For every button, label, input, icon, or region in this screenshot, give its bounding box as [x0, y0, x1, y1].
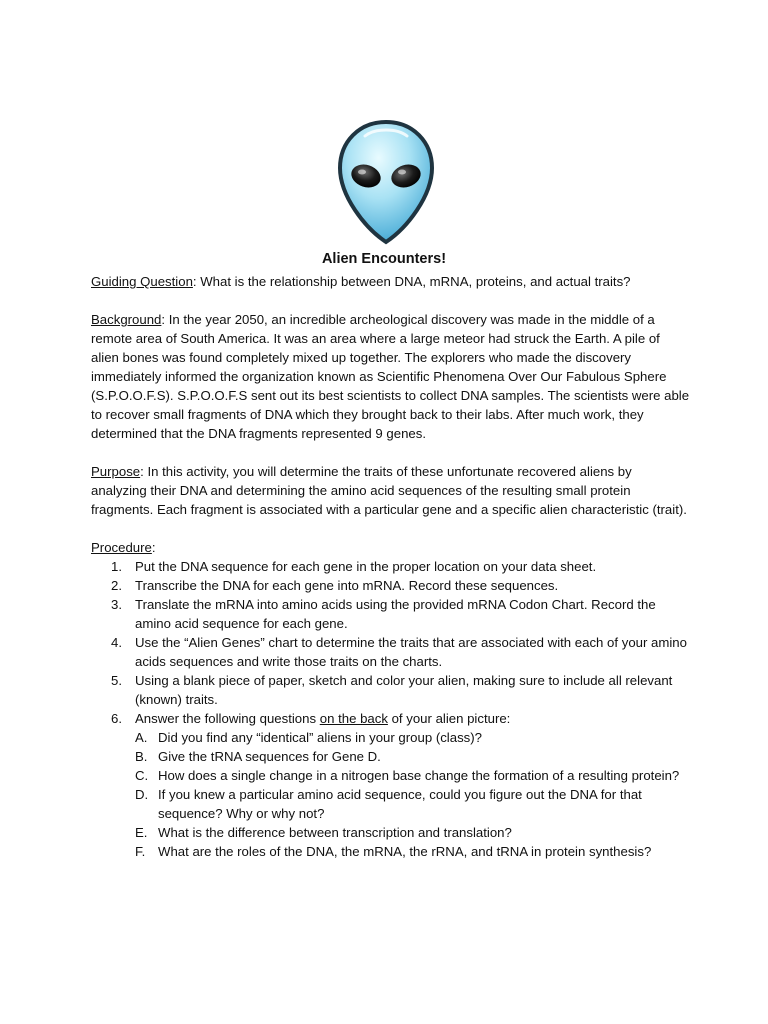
step-number: 2.: [111, 578, 122, 593]
question-text: If you knew a particular amino acid sequence, could you figure out the DNA for that sequence? Why or why not?: [158, 787, 642, 821]
guiding-question-label: Guiding Question: [91, 274, 193, 289]
background-label: Background: [91, 312, 162, 327]
guiding-question-text: : What is the relationship between DNA, mRNA, proteins, and actual traits?: [192, 274, 631, 289]
step-text: Use the “Alien Genes” chart to determine the traits that are associated with each of your amino acids sequences and write those traits on the charts.: [135, 635, 687, 669]
question-letter: B.: [135, 749, 148, 764]
purpose-paragraph: [91, 462, 691, 519]
step-number: 3.: [111, 597, 122, 612]
question-item: [135, 766, 691, 785]
guiding-question: [91, 272, 691, 291]
procedure-step: [91, 576, 691, 595]
procedure-step: [91, 557, 691, 576]
procedure-step: [91, 595, 691, 633]
step-text: Answer the following questions: [135, 711, 320, 726]
step-text: Using a blank piece of paper, sketch and color your alien, making sure to include all relevant (known) traits.: [135, 673, 673, 707]
question-list: [135, 728, 691, 861]
step-text: of your alien picture:: [387, 711, 511, 726]
question-letter: C.: [135, 768, 149, 783]
question-item: [135, 823, 691, 842]
question-item: [135, 728, 691, 747]
purpose-text: : In this activity, you will determine the traits of these unfortunate recovered aliens by analyzing their DNA and determining the amino acid sequences of the resulting small protein fragments. Each fragment is associated with a particular gene and a specific alien characteristic (trait).: [91, 464, 687, 517]
question-text: Give the tRNA sequences for Gene D.: [158, 749, 381, 764]
spacer: [91, 519, 691, 538]
step-text: Translate the mRNA into amino acids using the provided mRNA Codon Chart. Record the amino acid sequence for each gene.: [135, 597, 656, 631]
procedure-heading: [91, 538, 691, 557]
procedure-step: [91, 709, 691, 861]
step-number: 4.: [111, 635, 122, 650]
question-item: [135, 747, 691, 766]
procedure-steps: [91, 557, 691, 861]
question-text: How does a single change in a nitrogen base change the formation of a resulting protein?: [158, 768, 680, 783]
worksheet-body: [91, 272, 691, 861]
question-text: Did you find any “identical” aliens in your group (class)?: [158, 730, 482, 745]
question-letter: D.: [135, 787, 149, 802]
background-text: : In the year 2050, an incredible archeological discovery was made in the middle of a remote area of South America. It was an area where a large meteor had struck the Earth. A pile of alien bones was found completely mixed up together. The explorers who made the discovery immediately informed the organization known as Scientific Phenomena Over Our Fabulous Sphere (S.P.O.O.F.S). S.P.O.O.F.S sent out its best scientists to collect DNA samples. The scientists were able to recover small fragments of DNA which they brought back to their labs. After much work, they determined that the DNA fragments represented 9 genes.: [91, 312, 690, 441]
spacer: [91, 443, 691, 462]
step-text: Put the DNA sequence for each gene in the proper location on your data sheet.: [135, 559, 597, 574]
question-letter: E.: [135, 825, 148, 840]
question-text: What are the roles of the DNA, the mRNA, the rRNA, and tRNA in protein synthesis?: [158, 844, 652, 859]
question-item: [135, 842, 691, 861]
step-number: 1.: [111, 559, 122, 574]
procedure-step: [91, 671, 691, 709]
alien-head-icon: [335, 118, 437, 246]
page-title: Alien Encounters!: [321, 251, 447, 267]
procedure-colon: :: [151, 540, 156, 555]
step-text: Transcribe the DNA for each gene into mRNA. Record these sequences.: [135, 578, 559, 593]
question-letter: F.: [135, 844, 146, 859]
step-number: 5.: [111, 673, 122, 688]
question-letter: A.: [135, 730, 148, 745]
question-item: [135, 785, 691, 823]
procedure-step: [91, 633, 691, 671]
procedure-label: Procedure: [91, 540, 152, 555]
background-paragraph: [91, 310, 691, 443]
on-the-back-emphasis: on the back: [319, 711, 388, 726]
purpose-label: Purpose: [91, 464, 141, 479]
step-number: 6.: [111, 711, 122, 726]
spacer: [91, 291, 691, 310]
question-text: What is the difference between transcription and translation?: [158, 825, 512, 840]
